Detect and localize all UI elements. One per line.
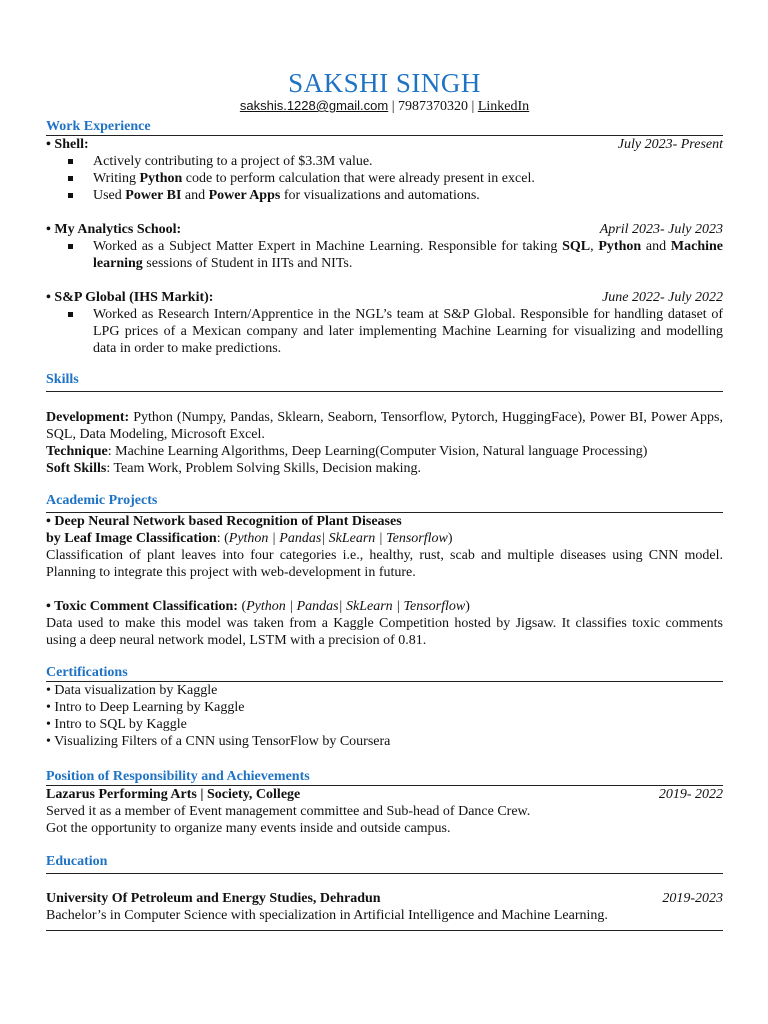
job-bullet: Used Power BI and Power Apps for visualizations and automations. (46, 187, 723, 204)
position-detail: Served it as a member of Event management committee and Sub-head of Dance Crew. (46, 804, 531, 819)
position-date: 2019- 2022 (658, 787, 723, 802)
skills-technique: Technique: Machine Learning Algorithms, Deep Learning(Computer Vision, Natural language Processing) (46, 444, 648, 459)
education-header (46, 890, 723, 907)
education-section (46, 853, 723, 924)
company-name: • S&P Global (IHS Markit): (46, 290, 214, 305)
section-title: Academic Projects (46, 492, 723, 513)
position-header (46, 786, 723, 803)
separator: | (468, 99, 478, 114)
section-title: Work Experience (46, 118, 723, 136)
square-bullet-icon (68, 159, 73, 164)
job-date: June 2022- July 2022 (602, 290, 723, 305)
candidate-name: SAKSHI SINGH (288, 68, 481, 98)
job-bullet: Writing Python code to perform calculation that were already present in excel. (46, 170, 723, 187)
skills-development: Development: Python (Numpy, Pandas, Sklearn, Seaborn, Tensorflow, Pytorch, HuggingFace), Power BI, Power Apps, SQL, Data Modeling, Microsoft Excel. (46, 410, 723, 442)
company-name: • Shell: (46, 137, 89, 152)
list-item: • Intro to SQL by Kaggle (46, 717, 187, 732)
school-name: University Of Petroleum and Energy Studies, Dehradun (46, 891, 381, 906)
job-date: July 2023- Present (617, 137, 723, 152)
job-date: April 2023- July 2023 (599, 222, 723, 237)
email-link[interactable]: sakshis.1228@gmail.com (239, 98, 389, 113)
project-title: • Deep Neural Network based Recognition of Plant Diseases (46, 514, 402, 529)
section-title: Certifications (46, 664, 723, 682)
project-description: Data used to make this model was taken from a Kaggle Competition hosted by Jigsaw. It classifies toxic comments using a deep neural network model, LSTM with a precision of 0.81. (46, 616, 723, 648)
certifications-section (46, 664, 723, 750)
project-title: • Toxic Comment Classification: (Python | Pandas| SkLearn | Tensorflow) (46, 599, 470, 614)
job-header (46, 221, 723, 238)
bottom-divider (46, 930, 723, 931)
section-title: Skills (46, 371, 723, 392)
job-header (46, 136, 723, 153)
education-date: 2019-2023 (662, 891, 723, 906)
square-bullet-icon (68, 312, 73, 317)
job-bullet: Worked as a Subject Matter Expert in Machine Learning. Responsible for taking SQL, Python and Machine learning sessions of Student in IITs and NITs. (46, 238, 723, 272)
job-bullet: Worked as Research Intern/Apprentice in the NGL’s team at S&P Global. Responsible for handling dataset of LPG prices of a Mexican company and later implementing Machine Learning for visualizing and modelling data in order to make predictions. (46, 306, 723, 357)
contact-line (46, 98, 723, 115)
phone-number: 7987370320 (398, 99, 468, 114)
job-bullet: Actively contributing to a project of $3.3M value. (46, 153, 723, 170)
work-experience-section (46, 118, 723, 357)
section-title: Education (46, 853, 723, 874)
degree: Bachelor’s in Computer Science with specialization in Artificial Intelligence and Machine Learning. (46, 908, 608, 923)
skills-soft: Soft Skills: Team Work, Problem Solving Skills, Decision making. (46, 461, 422, 476)
project-title: by Leaf Image Classification: (Python | Pandas| SkLearn | Tensorflow) (46, 531, 453, 546)
square-bullet-icon (68, 176, 73, 181)
square-bullet-icon (68, 244, 73, 249)
square-bullet-icon (68, 193, 73, 198)
company-name: • My Analytics School: (46, 222, 182, 237)
skills-section (46, 371, 723, 477)
project-description: Classification of plant leaves into four categories i.e., healthy, rust, scab and multiple diseases using CNN model. Planning to integrate this project with web-development in future. (46, 548, 723, 580)
separator: | (388, 99, 398, 114)
responsibility-section (46, 768, 723, 837)
list-item: • Intro to Deep Learning by Kaggle (46, 700, 245, 715)
job-header (46, 289, 723, 306)
list-item: • Visualizing Filters of a CNN using TensorFlow by Coursera (46, 734, 391, 749)
academic-projects-section (46, 492, 723, 649)
organization-name: Lazarus Performing Arts | Society, College (46, 787, 301, 802)
section-title: Position of Responsibility and Achievements (46, 768, 723, 786)
list-item: • Data visualization by Kaggle (46, 683, 218, 698)
position-detail: Got the opportunity to organize many events inside and outside campus. (46, 821, 451, 836)
linkedin-link[interactable]: LinkedIn (477, 99, 530, 114)
